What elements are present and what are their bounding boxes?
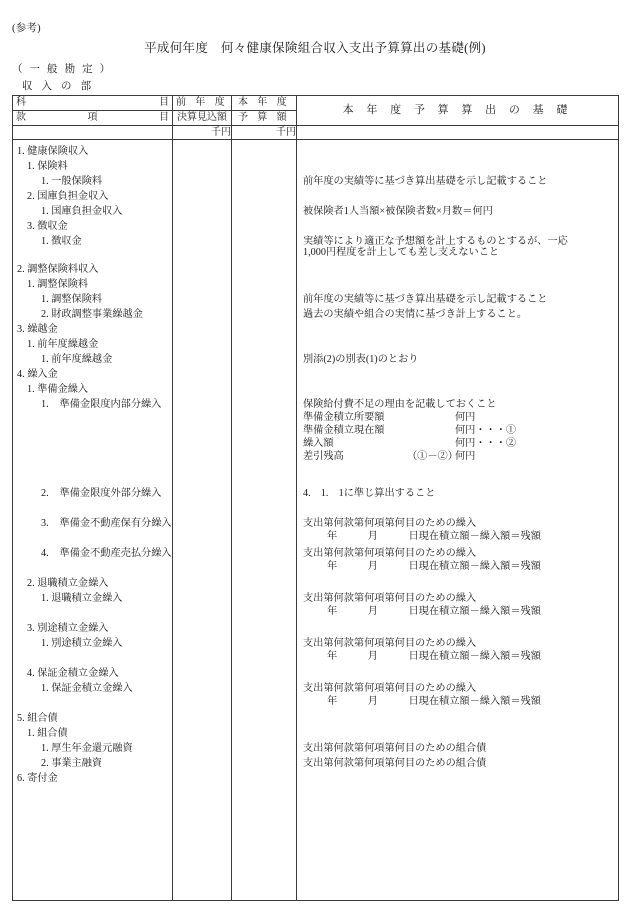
subject-label: 調整保険料 bbox=[34, 279, 89, 290]
subject-label: 調整保険料 bbox=[48, 294, 103, 305]
header-cell-subject-sub bbox=[13, 111, 173, 126]
subject-label: 寄付金 bbox=[24, 773, 58, 784]
basis-formula-note: （①－②） bbox=[407, 451, 458, 462]
subject-number: 2. bbox=[41, 309, 49, 320]
basis-text-line: 支出第何款第何項第何目のための組合債 bbox=[303, 743, 487, 754]
basis-text-line: 支出第何款第何項第何目のための組合債 bbox=[303, 758, 487, 769]
subject-item bbox=[27, 668, 119, 679]
subject-item bbox=[17, 264, 99, 275]
subject-label: 前年度繰越金 bbox=[48, 354, 113, 365]
subject-number: 3. bbox=[27, 221, 35, 232]
subject-label: 準備金限度内部分繰入 bbox=[57, 399, 162, 410]
table-body-row bbox=[13, 140, 619, 901]
header-current-year-line1: 本 年 度 bbox=[238, 97, 290, 108]
subject-label: 国庫負担金収入 bbox=[48, 206, 123, 217]
body-cell-subjects bbox=[13, 140, 173, 901]
subject-label: 調整保険料収入 bbox=[24, 264, 99, 275]
subject-number: 3. bbox=[17, 324, 25, 335]
subject-item bbox=[27, 728, 68, 739]
header-cell-basis: 本 年 度 予 算 算 出 の 基 礎 bbox=[297, 96, 619, 126]
subject-item bbox=[17, 146, 88, 157]
subject-item bbox=[41, 309, 143, 320]
subject-item bbox=[27, 221, 68, 232]
subject-label: 準備金不動産保有分繰入 bbox=[57, 518, 172, 529]
unit-cell-subject-blank bbox=[13, 126, 173, 140]
subject-label: 退職積立金繰入 bbox=[48, 593, 123, 604]
body-cell-current-year bbox=[232, 140, 297, 901]
header-cell-prev-year-1 bbox=[173, 96, 232, 111]
basis-text-line: 繰入額 bbox=[303, 438, 334, 449]
basis-text-line: 実績等により適正な予想額を計上するものとするが、一応 bbox=[303, 236, 568, 247]
unit-current-year: 千円 bbox=[232, 126, 297, 140]
subject-number: 1. bbox=[27, 384, 35, 395]
subject-label: 別途積立金繰入 bbox=[34, 623, 109, 634]
basis-text-line: 準備金積立現在額 bbox=[303, 425, 385, 436]
subject-label: 退職積立金繰入 bbox=[34, 578, 109, 589]
basis-amount: 何円 bbox=[455, 412, 476, 423]
subject-number: 1. bbox=[41, 236, 49, 247]
basis-text-line: 支出第何款第何項第何目のための繰入 bbox=[303, 683, 477, 694]
basis-text-line: 過去の実績や組合の実情に基づき計上すること。 bbox=[303, 309, 528, 320]
body-cell-prev-year bbox=[173, 140, 232, 901]
subject-number: 1. bbox=[41, 176, 49, 187]
basis-text-line: 準備金積立所要額 bbox=[303, 412, 385, 423]
section-label-revenue: 収 入 の 部 bbox=[22, 81, 95, 92]
basis-amount: 何円・・・① bbox=[455, 425, 517, 436]
subject-label: 徴収金 bbox=[34, 221, 68, 232]
subject-item bbox=[41, 548, 185, 560]
basis-text-line: 年 月 日現在積立額－繰入額＝残額 bbox=[327, 696, 541, 707]
subject-item bbox=[41, 354, 112, 365]
basis-text-line: 1,000円程度を計上しても差し支えないこと bbox=[303, 247, 500, 258]
account-kind-label: （ 一 般 勘 定 ） bbox=[12, 64, 113, 75]
subject-number: 4. bbox=[41, 548, 49, 559]
header-cell-current-year-1 bbox=[232, 96, 297, 111]
basis-list bbox=[297, 140, 618, 900]
subject-number: 1. bbox=[41, 683, 49, 694]
subject-number: 2. bbox=[41, 488, 49, 499]
header-prev-year-line2: 決算見込額 bbox=[177, 112, 227, 123]
subject-label: 徴収金 bbox=[48, 236, 82, 247]
subject-label: 繰入金 bbox=[24, 369, 58, 380]
table-header-row-1 bbox=[13, 96, 619, 111]
basis-text-line: 支出第何款第何項第何目のための繰入 bbox=[303, 638, 477, 649]
basis-text-line: 支出第何款第何項第何目のための繰入 bbox=[303, 548, 477, 559]
subject-item bbox=[41, 758, 102, 769]
subject-item bbox=[27, 339, 98, 350]
reference-note: (参考) bbox=[12, 23, 41, 34]
basis-text-line: 年 月 日現在積立額－繰入額＝残額 bbox=[327, 651, 541, 662]
subject-item bbox=[41, 399, 185, 411]
subject-item bbox=[41, 638, 123, 649]
table-unit-row bbox=[13, 126, 619, 140]
header-moku: 目 bbox=[159, 112, 169, 123]
subject-label: 組合債 bbox=[24, 713, 58, 724]
subject-number: 3. bbox=[41, 518, 49, 529]
subject-label: 一般保険料 bbox=[48, 176, 103, 187]
subject-number: 2. bbox=[27, 578, 35, 589]
body-cell-basis bbox=[297, 140, 619, 901]
subject-number: 1. bbox=[27, 161, 35, 172]
basis-text-line: 4. 1. 1に準じ算出すること bbox=[303, 488, 436, 499]
basis-text-line: 支出第何款第何項第何目のための繰入 bbox=[303, 593, 477, 604]
subject-number: 1. bbox=[27, 339, 35, 350]
subject-item bbox=[41, 518, 185, 530]
header-prev-year-line1: 前 年 度 bbox=[176, 97, 228, 108]
basis-amount: 何円・・・② bbox=[455, 438, 517, 449]
budget-basis-table bbox=[12, 95, 619, 901]
subject-label: 準備金限度外部分繰入 bbox=[57, 488, 162, 499]
subject-item bbox=[27, 279, 88, 290]
subject-item bbox=[17, 324, 58, 335]
unit-cell-basis-blank bbox=[297, 126, 619, 140]
subject-item bbox=[41, 683, 133, 694]
subject-label: 健康保険収入 bbox=[24, 146, 89, 157]
subject-number: 6. bbox=[17, 773, 25, 784]
subject-number: 2. bbox=[27, 191, 35, 202]
subject-item bbox=[27, 578, 109, 589]
subject-item bbox=[41, 743, 133, 754]
basis-text-line: 被保険者1人当額×被保険者数×月数＝何円 bbox=[303, 206, 493, 217]
subject-number: 4. bbox=[17, 369, 25, 380]
subject-label: 国庫負担金収入 bbox=[34, 191, 109, 202]
header-subject-moku: 目 bbox=[159, 97, 169, 108]
subject-number: 2. bbox=[17, 264, 25, 275]
subject-number: 1. bbox=[27, 279, 35, 290]
header-current-year-line2: 予 算 額 bbox=[238, 112, 290, 123]
subject-label: 繰越金 bbox=[24, 324, 58, 335]
subject-label: 厚生年金還元融資 bbox=[48, 743, 133, 754]
subject-number: 1. bbox=[41, 638, 49, 649]
subject-number: 1. bbox=[41, 743, 49, 754]
subject-label: 事業主融資 bbox=[48, 758, 103, 769]
basis-text-line: 前年度の実績等に基づき算出基礎を示し記載すること bbox=[303, 294, 548, 305]
subject-item bbox=[17, 369, 58, 380]
subject-label: 保険料 bbox=[34, 161, 68, 172]
basis-text-line: 年 月 日現在積立額－繰入額＝残額 bbox=[327, 531, 541, 542]
header-cell-prev-year-2 bbox=[173, 111, 232, 126]
subject-item bbox=[27, 191, 109, 202]
subject-number: 1. bbox=[41, 593, 49, 604]
header-subject-ka: 科 bbox=[16, 97, 26, 108]
subject-number: 1. bbox=[27, 728, 35, 739]
subject-label: 準備金繰入 bbox=[34, 384, 89, 395]
subject-label: 保証金積立金繰入 bbox=[34, 668, 119, 679]
basis-text-line: 支出第何款第何項第何目のための繰入 bbox=[303, 518, 477, 529]
header-cell-subject bbox=[13, 96, 173, 111]
basis-text-line: 年 月 日現在積立額－繰入額＝残額 bbox=[327, 606, 541, 617]
subject-number: 5. bbox=[17, 713, 25, 724]
basis-text-line: 差引残高 bbox=[303, 451, 344, 462]
subject-item bbox=[41, 488, 185, 500]
unit-prev-year: 千円 bbox=[173, 126, 232, 140]
subject-number: 2. bbox=[41, 758, 49, 769]
subject-item bbox=[27, 384, 88, 395]
subject-number: 3. bbox=[27, 623, 35, 634]
page-title: 平成何年度 何々健康保険組合収入支出予算算出の基礎(例) bbox=[144, 41, 486, 55]
subject-label: 財政調整事業繰越金 bbox=[48, 309, 143, 320]
basis-text-line: 年 月 日現在積立額－繰入額＝残額 bbox=[327, 561, 541, 572]
subject-label: 組合債 bbox=[34, 728, 68, 739]
subject-list bbox=[13, 140, 172, 900]
subject-number: 1. bbox=[41, 206, 49, 217]
subject-number: 1. bbox=[41, 294, 49, 305]
basis-text-line: 前年度の実績等に基づき算出基礎を示し記載すること bbox=[303, 176, 548, 187]
basis-text-line: 保険給付費不足の理由を記載しておくこと bbox=[303, 399, 497, 410]
subject-item bbox=[17, 773, 58, 784]
subject-number: 1. bbox=[17, 146, 25, 157]
subject-item bbox=[41, 593, 123, 604]
subject-label: 前年度繰越金 bbox=[34, 339, 99, 350]
subject-label: 保証金積立金繰入 bbox=[48, 683, 133, 694]
basis-text-line: 別添(2)の別表(1)のとおり bbox=[303, 354, 419, 365]
subject-label: 別途積立金繰入 bbox=[48, 638, 123, 649]
subject-number: 1. bbox=[41, 399, 49, 410]
subject-item bbox=[17, 713, 58, 724]
subject-item bbox=[41, 294, 102, 305]
subject-item bbox=[41, 176, 102, 187]
basis-amount: 何円 bbox=[455, 451, 476, 462]
subject-label: 準備金不動産売払分繰入 bbox=[57, 548, 172, 559]
subject-item bbox=[41, 236, 82, 247]
header-kan: 款 bbox=[16, 112, 26, 123]
subject-number: 1. bbox=[41, 354, 49, 365]
header-cell-current-year-2 bbox=[232, 111, 297, 126]
subject-item bbox=[41, 206, 123, 217]
subject-number: 4. bbox=[27, 668, 35, 679]
header-ko: 項 bbox=[87, 112, 98, 123]
subject-item bbox=[27, 623, 109, 634]
subject-item bbox=[27, 161, 68, 172]
